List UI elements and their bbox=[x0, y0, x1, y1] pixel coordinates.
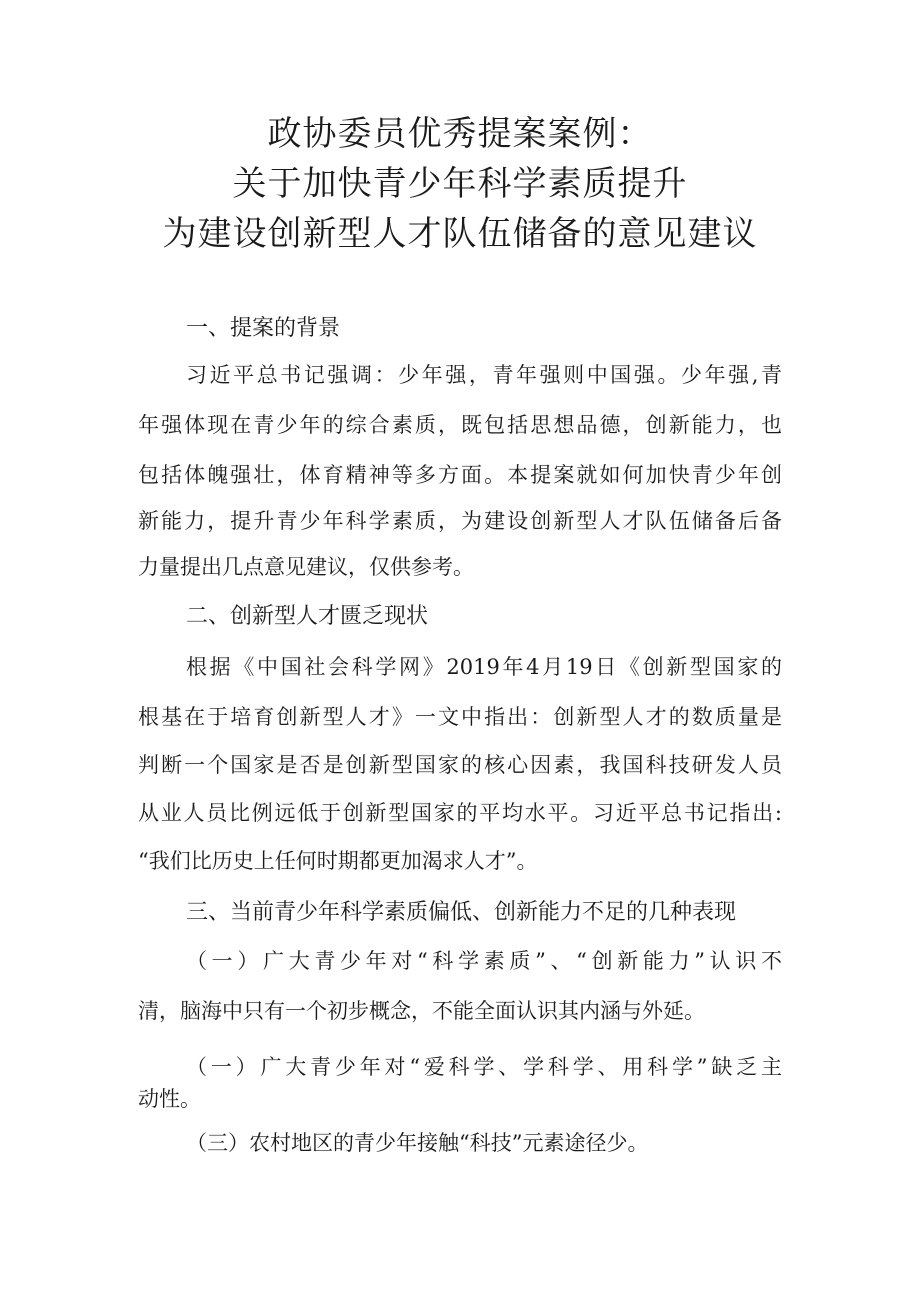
section-heading-background: 一、提案的背景 bbox=[186, 316, 341, 341]
document-title-line-1: 政协委员优秀提案案例： bbox=[267, 114, 653, 154]
paragraph-line: 判断一个国家是否是创新型国家的核心因素，我国科技研发人员 bbox=[138, 753, 782, 777]
list-item-line: （一）广大青少年对“爱科学、学科学、用科学”缺乏主 bbox=[186, 1055, 782, 1079]
document-title-line-3: 为建设创新型人才队伍储备的意见建议 bbox=[162, 214, 758, 254]
list-item-line: 动性。 bbox=[138, 1087, 201, 1111]
paragraph-line: 年强体现在青少年的综合素质，既包括思想品德，创新能力，也 bbox=[138, 413, 782, 437]
section-heading-shortage: 二、创新型人才匮乏现状 bbox=[186, 604, 429, 629]
section-heading-manifestations: 三、当前青少年科学素质偏低、创新能力不足的几种表现 bbox=[186, 900, 737, 925]
paragraph-line: “我们比历史上任何时期都更加渴求人才”。 bbox=[138, 849, 538, 873]
paragraph-line: 力量提出几点意见建议，仅供参考。 bbox=[138, 555, 474, 579]
paragraph-line: 包括体魄强壮，体育精神等多方面。本提案就如何加快青少年创 bbox=[138, 463, 782, 487]
paragraph-line: 根据《中国社会科学网》2019年4月19日《创新型国家的 bbox=[186, 655, 782, 679]
paragraph-line: 习近平总书记强调：少年强，青年强则中国强。少年强,青 bbox=[186, 363, 782, 387]
paragraph-line: 根基在于培育创新型人才》一文中指出：创新型人才的数质量是 bbox=[138, 705, 782, 729]
list-item-line: 清，脑海中只有一个初步概念，不能全面认识其内涵与外延。 bbox=[138, 999, 705, 1023]
paragraph-line: 新能力，提升青少年科学素质，为建设创新型人才队伍储备后备 bbox=[138, 509, 782, 533]
paragraph-line: 从业人员比例远低于创新型国家的平均水平。习近平总书记指出: bbox=[138, 801, 782, 825]
document-title-line-2: 关于加快青少年科学素质提升 bbox=[232, 164, 688, 204]
list-item-line: （三）农村地区的青少年接触“科技”元素途径少。 bbox=[186, 1131, 649, 1155]
list-item-line: （一）广大青少年对“科学素质”、“创新能力”认识不 bbox=[186, 949, 782, 973]
